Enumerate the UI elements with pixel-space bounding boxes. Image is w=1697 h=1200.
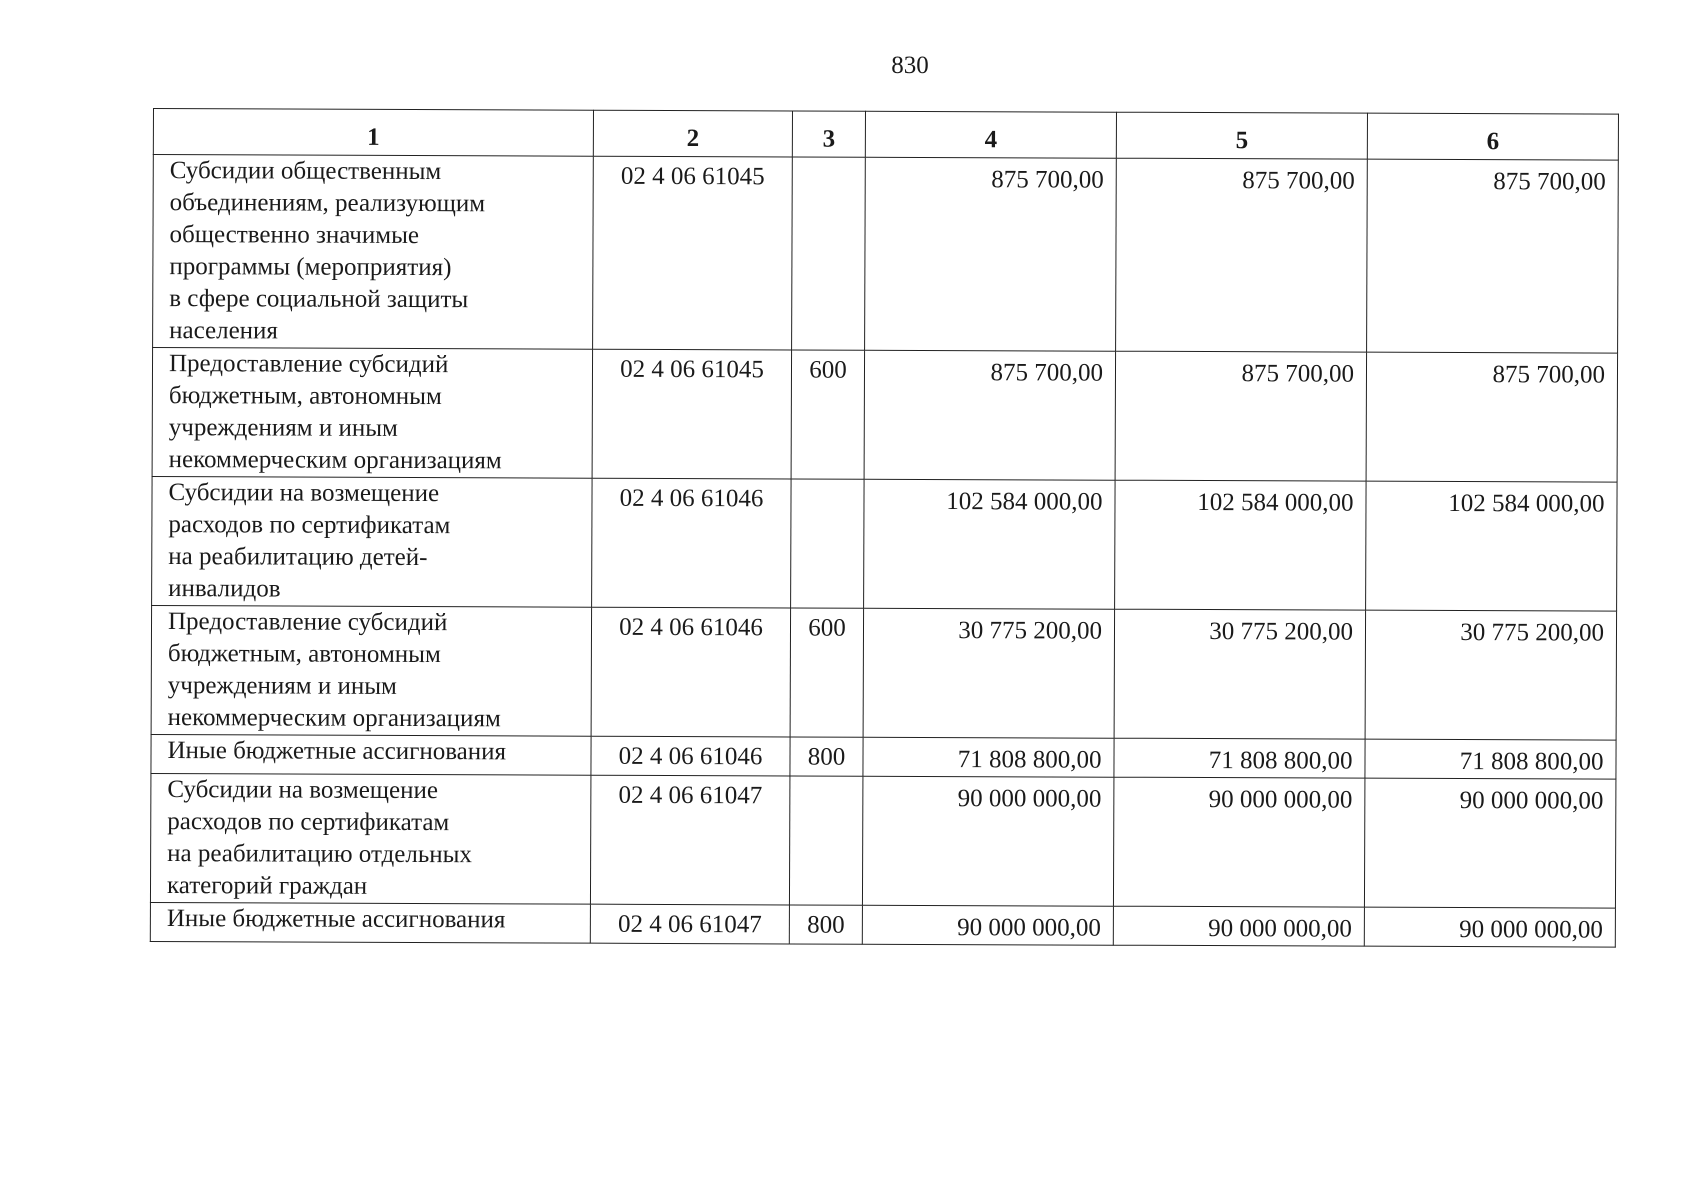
row-value-6-cell: 90 000 000,00 bbox=[1364, 778, 1615, 908]
row-value-4-cell: 90 000 000,00 bbox=[862, 905, 1113, 945]
row-type-cell: 600 bbox=[790, 608, 863, 737]
row-type-cell bbox=[789, 776, 862, 905]
column-header-5: 5 bbox=[1116, 112, 1367, 159]
column-header-4: 4 bbox=[865, 111, 1116, 158]
row-value-6-cell: 90 000 000,00 bbox=[1364, 907, 1615, 947]
row-type-cell bbox=[792, 157, 866, 350]
column-header-1: 1 bbox=[153, 109, 593, 157]
row-code-cell: 02 4 06 61046 bbox=[591, 736, 790, 776]
row-type-cell: 800 bbox=[789, 905, 862, 944]
table-row bbox=[152, 348, 1617, 483]
row-name-cell: Субсидии на возмещение расходов по сертификатам на реабилитацию отдельных категорий граждан bbox=[150, 773, 590, 904]
row-value-4-cell: 71 808 800,00 bbox=[863, 737, 1114, 777]
row-value-4-cell: 875 700,00 bbox=[864, 350, 1115, 480]
row-type-cell bbox=[791, 479, 864, 608]
row-value-6-cell: 71 808 800,00 bbox=[1365, 739, 1616, 779]
row-name-cell: Субсидии на возмещение расходов по сертификатам на реабилитацию детей- инвалидов bbox=[152, 476, 592, 607]
row-code-cell: 02 4 06 61045 bbox=[593, 156, 793, 350]
column-header-3: 3 bbox=[792, 111, 865, 157]
table-row bbox=[153, 155, 1619, 354]
row-value-5-cell: 875 700,00 bbox=[1115, 351, 1366, 481]
row-value-6-cell: 875 700,00 bbox=[1366, 352, 1617, 482]
row-code-cell: 02 4 06 61045 bbox=[592, 349, 791, 479]
row-value-6-cell: 875 700,00 bbox=[1367, 159, 1619, 353]
row-name-cell: Субсидии общественным объединениям, реализующим общественно значимые программы (мероприятия) в сфере социальной защиты населения bbox=[153, 155, 594, 350]
row-value-4-cell: 30 775 200,00 bbox=[863, 608, 1114, 738]
row-value-6-cell: 102 584 000,00 bbox=[1366, 481, 1617, 611]
row-value-5-cell: 90 000 000,00 bbox=[1113, 906, 1364, 946]
row-name-cell: Предоставление субсидий бюджетным, автономным учреждениям и иным некоммерческим организациям bbox=[151, 605, 591, 736]
row-name-cell: Иные бюджетные ассигнования bbox=[151, 734, 591, 775]
column-header-2: 2 bbox=[593, 110, 792, 157]
page-number: 830 bbox=[891, 52, 929, 79]
table-header-row bbox=[153, 109, 1618, 161]
row-value-4-cell: 102 584 000,00 bbox=[864, 479, 1115, 609]
table-row bbox=[152, 476, 1617, 611]
table-row bbox=[151, 605, 1616, 740]
row-value-4-cell: 90 000 000,00 bbox=[862, 776, 1113, 906]
row-code-cell: 02 4 06 61047 bbox=[590, 904, 789, 944]
table-row bbox=[150, 773, 1615, 908]
row-code-cell: 02 4 06 61047 bbox=[590, 775, 789, 905]
row-name-cell: Предоставление субсидий бюджетным, автономным учреждениям и иным некоммерческим организациям bbox=[152, 348, 592, 479]
column-header-6: 6 bbox=[1367, 113, 1618, 160]
table-row bbox=[150, 902, 1615, 947]
row-value-5-cell: 102 584 000,00 bbox=[1115, 480, 1366, 610]
row-value-6-cell: 30 775 200,00 bbox=[1365, 610, 1616, 740]
row-value-5-cell: 71 808 800,00 bbox=[1114, 738, 1365, 778]
table-row bbox=[151, 734, 1616, 779]
row-type-cell: 600 bbox=[791, 350, 864, 479]
row-value-5-cell: 875 700,00 bbox=[1116, 158, 1368, 352]
row-code-cell: 02 4 06 61046 bbox=[592, 478, 791, 608]
row-value-4-cell: 875 700,00 bbox=[865, 157, 1117, 351]
budget-table bbox=[150, 108, 1619, 948]
row-code-cell: 02 4 06 61046 bbox=[591, 607, 790, 737]
row-value-5-cell: 90 000 000,00 bbox=[1113, 777, 1364, 907]
row-type-cell: 800 bbox=[790, 737, 863, 776]
row-value-5-cell: 30 775 200,00 bbox=[1114, 609, 1365, 739]
row-name-cell: Иные бюджетные ассигнования bbox=[150, 902, 590, 943]
